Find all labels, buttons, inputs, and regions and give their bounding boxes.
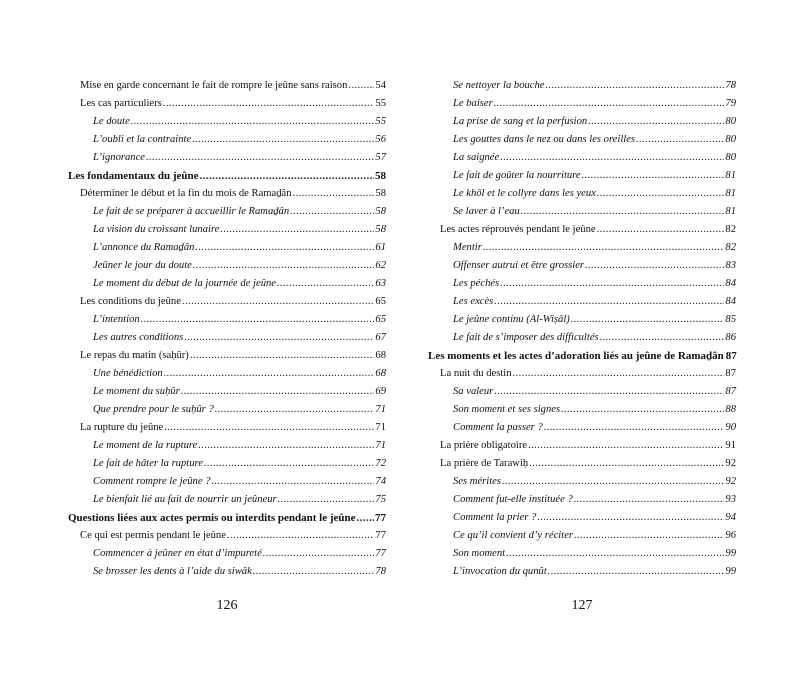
toc-entry <box>428 545 736 563</box>
toc-entry <box>68 473 386 491</box>
toc-leader-dots <box>182 293 374 311</box>
toc-leader-dots <box>200 167 375 185</box>
toc-entry-title: Comment fut-elle instituée ? <box>453 494 573 505</box>
toc-entry <box>68 545 386 563</box>
toc-leader-dots <box>290 203 374 221</box>
toc-entry-page: 81 <box>725 170 736 181</box>
toc-entry-title: Une bénédiction <box>93 368 163 379</box>
toc-leader-dots <box>571 311 725 329</box>
toc-entry <box>428 275 736 293</box>
toc-entry-page: 55 <box>375 116 386 127</box>
toc-entry <box>68 527 386 545</box>
left-page-number: 126 <box>216 598 238 613</box>
toc-entry-page: 62 <box>375 260 386 271</box>
toc-leader-dots <box>212 473 375 491</box>
toc-entry-page: 80 <box>725 152 736 163</box>
toc-entry-page: 83 <box>725 260 736 271</box>
toc-entry-title: Que prendre pour le suḥûr ? <box>93 404 214 415</box>
toc-entry-page: 96 <box>725 530 736 541</box>
toc-leader-dots <box>227 527 374 545</box>
toc-entry-page: 78 <box>375 566 386 577</box>
toc-entry-page: 78 <box>725 80 736 91</box>
toc-entry-page: 77 <box>375 512 386 524</box>
toc-leader-dots <box>561 401 724 419</box>
toc-entry-page: 68 <box>375 350 386 361</box>
toc-entry <box>428 203 736 221</box>
toc-entry <box>68 77 386 95</box>
toc-entry-title: Le khôl et le collyre dans les yeux <box>453 188 596 199</box>
toc-entry-title: Les moments et les actes d’adoration liés au jeûne de Ramaḏân <box>428 350 724 362</box>
toc-entry-title: Le fait de se préparer à accueillir le Ramaḏân <box>93 206 290 217</box>
left-page <box>68 77 386 581</box>
toc-entry-page: 82 <box>725 224 736 235</box>
toc-entry-title: Les autres conditions <box>93 332 184 343</box>
toc-entry <box>68 329 386 347</box>
toc-entry-title: Comment la passer ? <box>453 422 543 433</box>
toc-leader-dots <box>588 113 724 131</box>
toc-entry-page: 75 <box>375 494 386 505</box>
toc-entry <box>428 509 736 527</box>
toc-entry-page: 80 <box>725 116 736 127</box>
toc-entry-page: 92 <box>725 476 736 487</box>
toc-leader-dots <box>494 383 724 401</box>
toc-entry-page: 58 <box>375 188 386 199</box>
right-page <box>428 77 736 581</box>
toc-leader-dots <box>220 221 374 239</box>
toc-leader-dots <box>494 95 725 113</box>
toc-leader-dots <box>582 167 725 185</box>
toc-entry-page: 65 <box>375 296 386 307</box>
toc-leader-dots <box>263 545 375 563</box>
toc-leader-dots <box>146 149 374 167</box>
toc-entry-page: 91 <box>725 440 736 451</box>
toc-entry <box>68 347 386 365</box>
table-of-contents-right <box>428 77 736 581</box>
toc-entry <box>428 113 736 131</box>
toc-entry-title: Le jeûne continu (Al-Wiṣâl) <box>453 314 570 325</box>
toc-entry <box>68 185 386 203</box>
toc-entry <box>428 77 736 95</box>
toc-entry-page: 71 <box>375 422 386 433</box>
toc-entry-page: 99 <box>725 566 736 577</box>
toc-entry-title: La nuit du destin <box>440 368 512 379</box>
toc-entry-title: Le fait de s’imposer des difficultés <box>453 332 599 343</box>
toc-leader-dots <box>521 203 725 221</box>
toc-leader-dots <box>528 437 724 455</box>
toc-entry-title: Les excès <box>453 296 494 307</box>
toc-leader-dots <box>506 545 724 563</box>
toc-leader-dots <box>636 131 724 149</box>
toc-entry-title: Commencer à jeûner en état d’impureté <box>93 548 262 559</box>
toc-leader-dots <box>164 365 375 383</box>
toc-leader-dots <box>141 311 375 329</box>
toc-leader-dots <box>597 221 725 239</box>
toc-entry-page: 86 <box>725 332 736 343</box>
toc-entry <box>428 383 736 401</box>
toc-entry-page: 87 <box>725 350 737 362</box>
toc-entry-page: 58 <box>375 224 386 235</box>
toc-entry-page: 82 <box>725 242 736 253</box>
toc-entry-page: 61 <box>375 242 386 253</box>
toc-entry <box>428 527 736 545</box>
toc-entry <box>428 257 736 275</box>
toc-entry-page: 68 <box>375 368 386 379</box>
toc-leader-dots <box>502 473 724 491</box>
toc-entry-title: Le moment de la rupture <box>93 440 198 451</box>
toc-entry <box>428 491 736 509</box>
toc-entry-title: Son moment <box>453 548 506 559</box>
toc-entry-title: Comment rompre le jeûne ? <box>93 476 211 487</box>
toc-leader-dots <box>253 563 375 581</box>
toc-leader-dots <box>131 113 375 131</box>
toc-entry-page: 57 <box>375 152 386 163</box>
toc-entry-page: 93 <box>725 494 736 505</box>
toc-entry-title: La vision du croissant lunaire <box>93 224 220 235</box>
toc-entry <box>68 509 386 527</box>
toc-entry <box>428 131 736 149</box>
toc-entry <box>68 491 386 509</box>
toc-entry-page: 84 <box>725 278 736 289</box>
toc-entry-page: 94 <box>725 512 736 523</box>
toc-leader-dots <box>164 419 374 437</box>
toc-leader-dots <box>190 347 375 365</box>
toc-entry-title: La prise de sang et la perfusion <box>453 116 588 127</box>
toc-entry-title: Les actes réprouvés pendant le jeûne <box>440 224 596 235</box>
toc-entry <box>68 257 386 275</box>
toc-entry <box>428 455 736 473</box>
toc-entry <box>68 131 386 149</box>
toc-leader-dots <box>513 365 725 383</box>
toc-leader-dots <box>548 563 725 581</box>
toc-entry <box>428 347 736 365</box>
toc-entry-page: 87 <box>725 386 736 397</box>
toc-entry-title: Le baiser <box>453 98 493 109</box>
toc-entry-title: Les conditions du jeûne <box>80 296 181 307</box>
toc-entry-title: Son moment et ses signes <box>453 404 561 415</box>
toc-entry-title: Ce qu’il convient d’y réciter <box>453 530 574 541</box>
toc-entry-page: 88 <box>725 404 736 415</box>
toc-entry-title: Les fondamentaux du jeûne <box>68 170 199 182</box>
toc-entry-page: 79 <box>725 98 736 109</box>
toc-entry-title: Le bienfait lié au fait de nourrir un jeûneur <box>93 494 277 505</box>
toc-leader-dots <box>574 527 724 545</box>
toc-leader-dots <box>546 77 725 95</box>
toc-entry-title: L’intention <box>93 314 140 325</box>
toc-entry-title: La prière obligatoire <box>440 440 528 451</box>
toc-entry-title: Le moment du suḥûr <box>93 386 180 397</box>
toc-entry <box>68 437 386 455</box>
toc-entry <box>68 401 386 419</box>
toc-entry-page: 77 <box>375 530 386 541</box>
toc-entry-page: 99 <box>725 548 736 559</box>
toc-entry-page: 81 <box>725 188 736 199</box>
toc-entry-title: Déterminer le début et la fin du mois de Ramaḏân <box>80 188 292 199</box>
toc-leader-dots <box>500 149 724 167</box>
toc-entry-title: Offenser autrui et être grossier <box>453 260 585 271</box>
toc-entry-page: 81 <box>725 206 736 217</box>
toc-entry <box>68 419 386 437</box>
toc-entry-title: Questions liées aux actes permis ou interdits pendant le jeûne <box>68 512 356 524</box>
toc-entry-page: 54 <box>375 80 386 91</box>
toc-entry <box>428 293 736 311</box>
toc-leader-dots <box>195 239 374 257</box>
toc-entry-title: Mentir <box>453 242 482 253</box>
toc-entry-page: 65 <box>375 314 386 325</box>
toc-entry-title: Les péchés <box>453 278 500 289</box>
toc-entry-page: 87 <box>725 368 736 379</box>
toc-entry-page: 55 <box>375 98 386 109</box>
toc-entry <box>68 293 386 311</box>
toc-leader-dots <box>277 275 374 293</box>
toc-entry-title: Ses mérites <box>453 476 501 487</box>
toc-entry-title: Se brosser les dents à l’aide du siwâk <box>93 566 252 577</box>
toc-entry <box>68 95 386 113</box>
toc-entry-page: 77 <box>375 548 386 559</box>
toc-entry <box>428 365 736 383</box>
toc-entry-title: Comment la prier ? <box>453 512 537 523</box>
toc-entry-page: 58 <box>375 206 386 217</box>
toc-entry-page: 63 <box>375 278 386 289</box>
toc-leader-dots <box>574 491 725 509</box>
toc-entry-title: Se laver à l’eau <box>453 206 520 217</box>
toc-entry-title: L’annonce du Ramaḏân <box>93 242 195 253</box>
toc-leader-dots <box>585 257 724 275</box>
toc-entry <box>428 95 736 113</box>
toc-entry-title: La prière de Tarawiḥ <box>440 458 529 469</box>
toc-leader-dots <box>163 95 375 113</box>
toc-entry <box>428 473 736 491</box>
toc-entry-title: L’ignorance <box>93 152 145 163</box>
toc-entry-page: 85 <box>725 314 736 325</box>
toc-entry-page: 69 <box>375 386 386 397</box>
toc-entry-page: 84 <box>725 296 736 307</box>
toc-entry-title: Le fait de hâter la rupture <box>93 458 203 469</box>
toc-leader-dots <box>597 185 725 203</box>
toc-entry <box>428 221 736 239</box>
toc-entry-title: Sa valeur <box>453 386 494 397</box>
toc-entry-title: Les gouttes dans le nez ou dans les oreilles <box>453 134 636 145</box>
toc-leader-dots <box>348 77 374 95</box>
toc-entry <box>68 563 386 581</box>
toc-entry <box>428 167 736 185</box>
toc-entry <box>428 563 736 581</box>
toc-entry-title: La saignée <box>453 152 500 163</box>
toc-leader-dots <box>500 275 724 293</box>
toc-leader-dots <box>215 401 375 419</box>
toc-leader-dots <box>293 185 375 203</box>
toc-leader-dots <box>357 509 374 527</box>
toc-entry <box>68 383 386 401</box>
toc-entry <box>68 221 386 239</box>
toc-leader-dots <box>529 455 724 473</box>
toc-entry <box>68 365 386 383</box>
toc-leader-dots <box>192 131 374 149</box>
toc-entry-title: La rupture du jeûne <box>80 422 164 433</box>
toc-leader-dots <box>278 491 375 509</box>
toc-entry-title: Le repas du matin (saḥûr) <box>80 350 189 361</box>
toc-leader-dots <box>483 239 725 257</box>
toc-entry-page: 92 <box>725 458 736 469</box>
toc-entry <box>428 401 736 419</box>
toc-entry <box>428 419 736 437</box>
right-page-number: 127 <box>571 598 593 613</box>
toc-entry <box>428 311 736 329</box>
toc-entry-page: 71 <box>375 404 386 415</box>
toc-entry-title: Le moment du début de la journée de jeûne <box>93 278 276 289</box>
toc-entry <box>68 113 386 131</box>
toc-leader-dots <box>544 419 725 437</box>
toc-entry-title: Se nettoyer la bouche <box>453 80 545 91</box>
toc-entry-page: 90 <box>725 422 736 433</box>
toc-entry-title: Ce qui est permis pendant le jeûne <box>80 530 226 541</box>
toc-entry <box>68 203 386 221</box>
toc-entry <box>68 149 386 167</box>
toc-leader-dots <box>494 293 724 311</box>
table-of-contents-left <box>68 77 386 581</box>
toc-entry-title: Mise en garde concernant le fait de rompre le jeûne sans raison <box>80 80 348 91</box>
toc-leader-dots <box>181 383 375 401</box>
toc-entry-title: Les cas particuliers <box>80 98 162 109</box>
toc-leader-dots <box>600 329 725 347</box>
toc-entry <box>428 149 736 167</box>
toc-leader-dots <box>193 257 375 275</box>
toc-entry-page: 71 <box>375 440 386 451</box>
toc-entry <box>68 239 386 257</box>
toc-entry-page: 72 <box>375 458 386 469</box>
toc-entry-title: Le fait de goûter la nourriture <box>453 170 581 181</box>
toc-entry <box>428 329 736 347</box>
toc-entry-page: 80 <box>725 134 736 145</box>
toc-entry-title: Le doute <box>93 116 130 127</box>
toc-entry <box>428 239 736 257</box>
toc-entry-title: L’oubli et la contrainte <box>93 134 192 145</box>
toc-entry <box>68 311 386 329</box>
toc-leader-dots <box>204 455 374 473</box>
toc-leader-dots <box>198 437 374 455</box>
toc-entry <box>428 185 736 203</box>
toc-entry-page: 67 <box>375 332 386 343</box>
toc-entry-page: 56 <box>375 134 386 145</box>
toc-entry <box>428 437 736 455</box>
toc-entry-title: L’invocation du qunût <box>453 566 547 577</box>
toc-entry-title: Jeûner le jour du doute <box>93 260 192 271</box>
toc-entry-page: 58 <box>375 170 386 182</box>
toc-leader-dots <box>184 329 374 347</box>
toc-entry <box>68 455 386 473</box>
toc-entry <box>68 167 386 185</box>
toc-entry-page: 74 <box>375 476 386 487</box>
toc-leader-dots <box>537 509 724 527</box>
toc-entry <box>68 275 386 293</box>
